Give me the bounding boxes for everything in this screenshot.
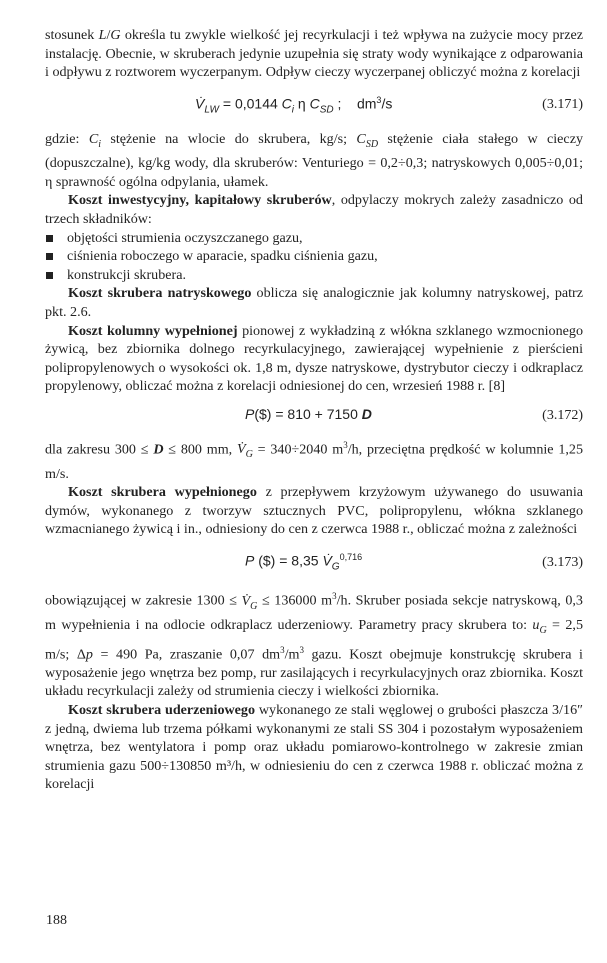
equation-body: P ($) = 8,35 $V̇_G^{0,716}$ <box>245 552 363 573</box>
page-content <box>45 26 583 794</box>
paragraph-capital-cost: Koszt inwestycyjny, kapitałowy skruberów, odpylaczy mokrych zależy zasadniczo od trzech składników: <box>45 192 583 228</box>
paragraph-spray-scrubber: Koszt skrubera natryskowego oblicza się analogicznie jak kolumny natryskowej, patrz pkt. 2.6. <box>45 285 583 320</box>
equation-3-171 <box>45 91 583 120</box>
equation-3-172 <box>45 405 583 426</box>
paragraph-crossflow-scrubber: Koszt skrubera wypełnionego z przepływem krzyżowym używanego do usuwania dymów, wykonanego z tworzyw sztucznych PVC, polipropylenu, włókna szklanego wzmacnianego żywicą i in., odniesiony do cen z czerwca 1988 r., obliczać można z zależności <box>45 484 583 538</box>
cost-components-list <box>45 229 583 285</box>
equation-body: $V̇_{LW} = 0,0144$ $C_i$ η $C_{SD}$ ; $dm^3/s$ <box>195 94 393 116</box>
bullet-square-icon <box>46 272 53 279</box>
list-item: konstrukcji skrubera. <box>45 266 583 285</box>
list-item: ciśnienia roboczego w aparacie, spadku ciśnienia gazu, <box>45 247 583 266</box>
equation-number: (3.173) <box>542 554 583 570</box>
bullet-square-icon <box>46 253 53 260</box>
paragraph-operating-range: obowiązującej w zakresie $1300 \le V̇_G \le 136000$ $m^3/h$. Skruber posiada sekcje natryskową, 0,3 m wypełnienia i na odlocie odkraplacz uderzeniowy. Parametry pracy skrubera to: $u_G = 2,5$ m/s; Δp = 490 Pa, zraszanie 0,07 $dm^3/m^3$ gazu. Koszt obejmuje konstrukcję skrubera i wyposażenie jego wnętrza bez pomp, rur zasilających i recyrkulacyjnych oraz zbiornika. Koszt układu recyrkulacji zależy od strumienia cieczy i wielkości zbiornika. <box>45 591 583 700</box>
equation-number: (3.172) <box>542 407 583 423</box>
paragraph-packed-column: Koszt kolumny wypełnionej pionowej z wykładziną z włókna szklanego wzmocnionego żywicą, bez zbiornika dolnego recyrkulacyjnego, zawierającej wypełnienie z pierścieni polipropylenowych o wysokości ok. 1,8 m, dysze natryskowe, dystrybutor cieczy i odkraplacz propylenowy, obliczać można z korelacji odniesionej do cen, wrzesień 1988 r. [8] <box>45 322 584 395</box>
paragraph-impingement-scrubber: Koszt skrubera uderzeniowego wykonanego ze stali węglowej o grubości płaszcza 3/16″ z jedną, dwiema lub trzema półkami wykonanymi ze stali SS 304 i pozostałym wyposażeniem wnętrza, bez wentylatora i pomp oraz układu pomiarowo-kontrolnego w zakresie zmian strumienia gazu 500÷130850 m³/h, w odniesieniu do cen z czerwca 1988 r. obliczać można z korelacji <box>45 702 583 793</box>
bullet-square-icon <box>46 235 53 242</box>
paragraph-lg-ratio: stosunek L/G określa tu zwykle wielkość jej recyrkulacji i też wpływa na zużycie mocy przez instalację. Obecnie, w skruberach jedynie uzupełnia się straty wody wynikające z odparowania i odpływu z roztworem wyczerpanym. Odpływ cieczy wyczerpanej obliczyć można z korelacji <box>45 27 584 81</box>
equation-number: (3.171) <box>542 97 583 113</box>
list-item: objętości strumienia oczyszczanego gazu, <box>45 229 583 248</box>
equation-body: P($) = 810 + 7150 D <box>245 405 372 422</box>
equation-3-173 <box>45 548 583 577</box>
page-number: 188 <box>46 913 67 928</box>
paragraph-range: dla zakresu 300 ≤ D ≤ 800 mm, $V̇_G = 340\div 2040$ $m^3/h$, przeciętna prędkość w kolumnie 1,25 m/s. <box>45 439 584 482</box>
paragraph-where: gdzie: $C_i$ stężenie na wlocie do skrubera, kg/s; $C_{SD}$ stężenie ciała stałego w cieczy (dopuszczalne), kg/kg wody, dla skruberów: Venturiego = 0,2÷0,3; natryskowych 0,005÷0,01; η sprawność ogólna odpylania, ułamek. <box>45 130 583 190</box>
